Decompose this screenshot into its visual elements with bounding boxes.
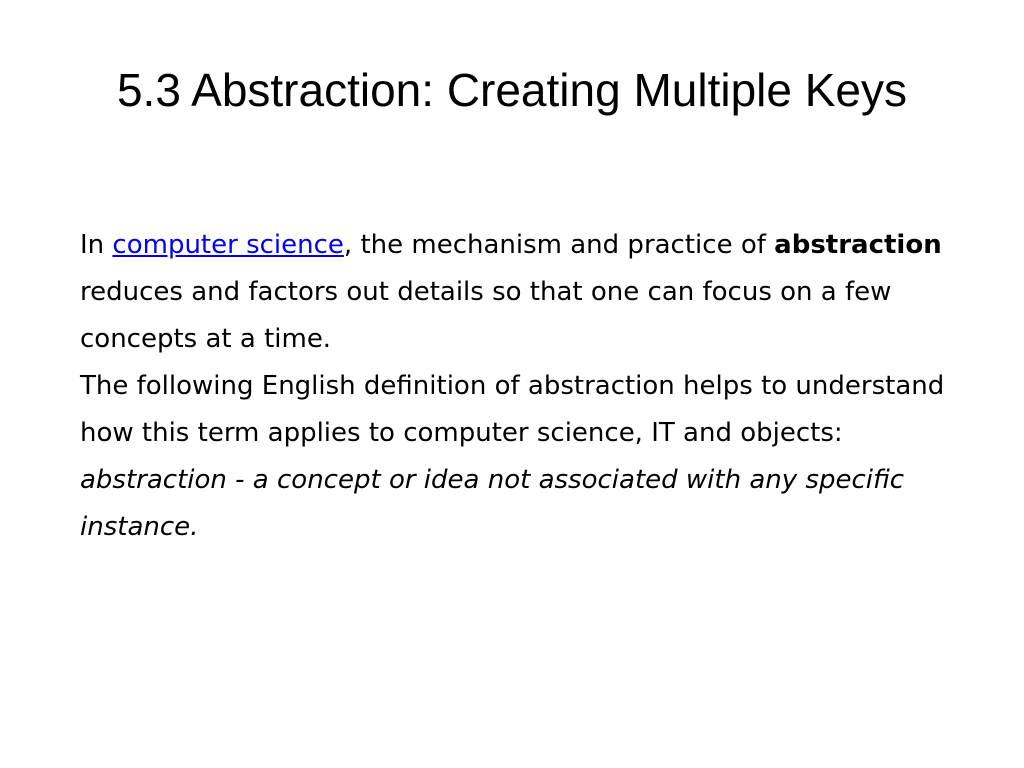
intro-after-link: , the mechanism and practice of [343, 230, 775, 260]
paragraph-definition-intro: The following English definition of abstraction helps to understand how this term applies to computer science, IT and objects: [80, 371, 945, 448]
slide-body [80, 222, 960, 551]
slide-title: 5.3 Abstraction: Creating Multiple Keys [116, 64, 908, 116]
intro-prefix: In [80, 230, 113, 260]
paragraph-intro [80, 222, 960, 363]
computer-science-link[interactable]: computer science [112, 230, 344, 260]
abstraction-term: abstraction [774, 230, 942, 260]
intro-suffix: reduces and factors out details so that one can focus on a few concepts at a time. [80, 277, 892, 354]
definition-text: abstraction - a concept or idea not associated with any specific instance. [80, 465, 905, 542]
